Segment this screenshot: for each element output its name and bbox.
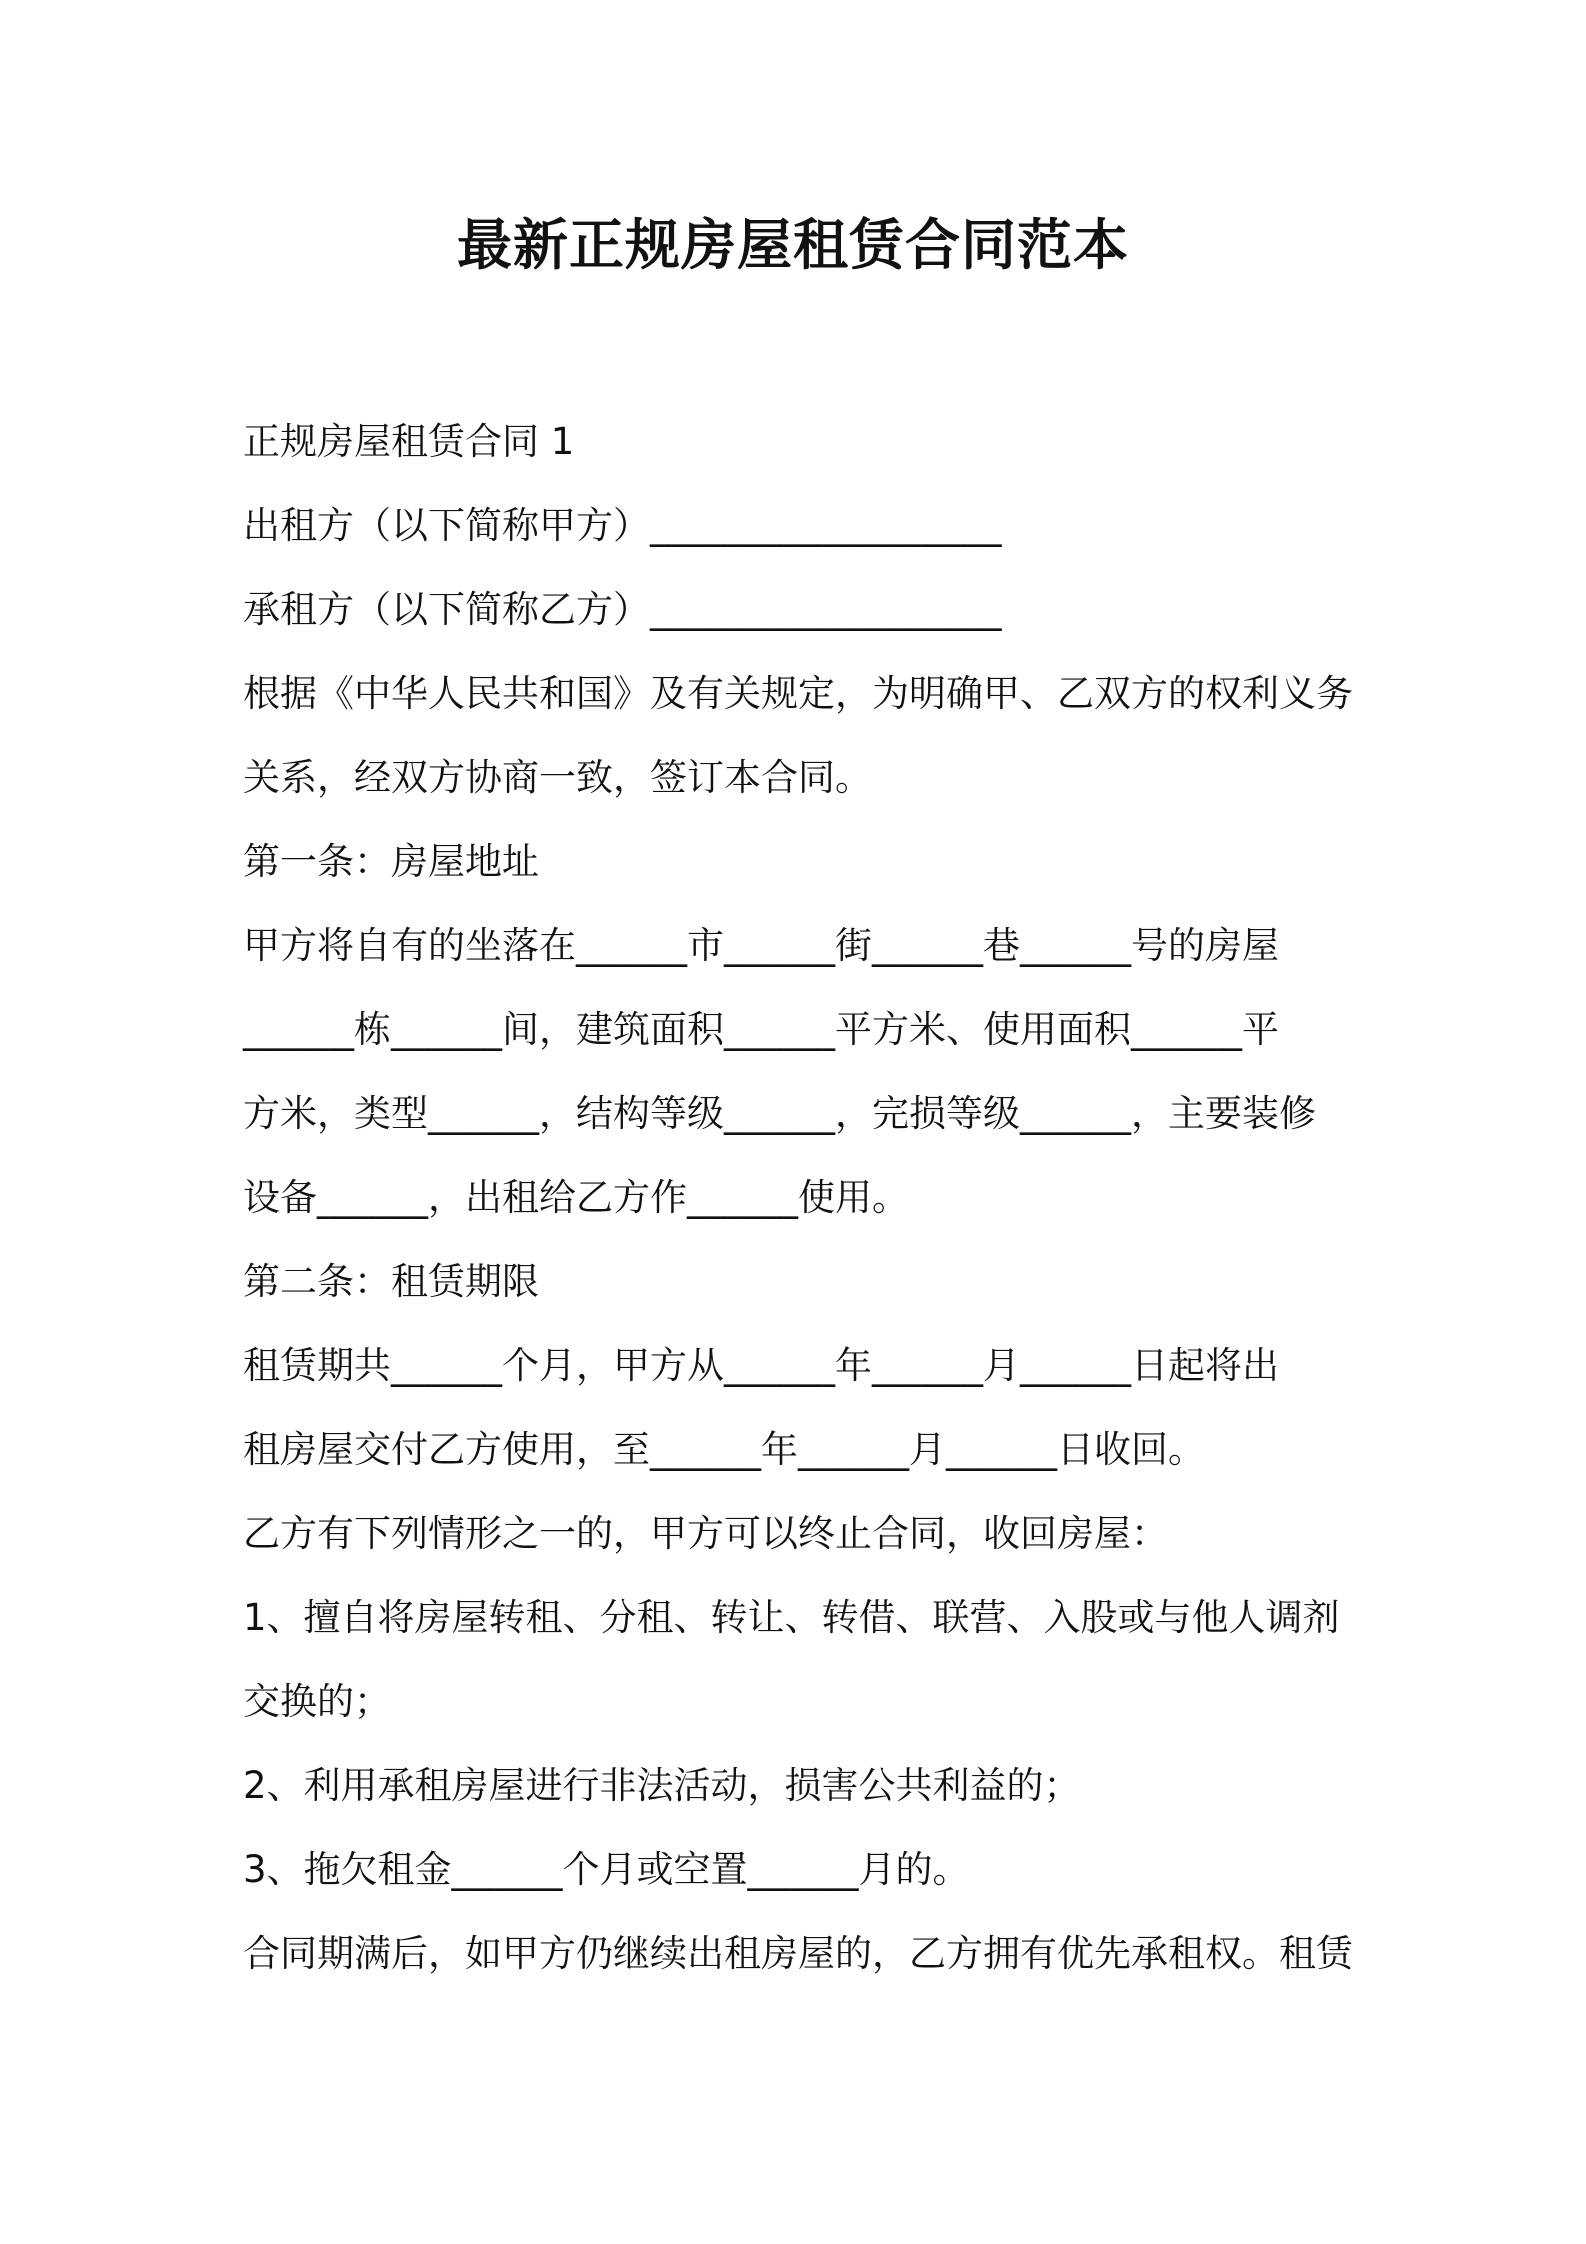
contract-heading: 正规房屋租赁合同 1 — [243, 420, 575, 463]
paragraph-line: 租赁期共______个月，甲方从______年______月______日起将出 — [243, 1344, 1279, 1387]
paragraph-line: 乙方有下列情形之一的，甲方可以终止合同，收回房屋： — [243, 1512, 1168, 1555]
lessor-line: 出租方（以下简称甲方）___________________ — [243, 504, 1002, 547]
paragraph-line: 租房屋交付乙方使用，至______年______月______日收回。 — [243, 1428, 1205, 1471]
lessee-line: 承租方（以下简称乙方）___________________ — [243, 588, 1002, 631]
document-body — [243, 400, 1353, 1996]
list-item: 3、拖欠租金______个月或空置______月的。 — [243, 1848, 970, 1891]
document-title: 最新正规房屋租赁合同范本 — [456, 213, 1129, 277]
paragraph-line: ______栋______间，建筑面积______平方米、使用面积______平 — [243, 1008, 1279, 1051]
preamble-line: 根据《中华人民共和国》及有关规定，为明确甲、乙双方的权利义务 — [243, 672, 1353, 715]
article-heading: 第二条：租赁期限 — [243, 1260, 539, 1303]
paragraph-line: 方米，类型______，结构等级______，完损等级______，主要装修 — [243, 1092, 1316, 1135]
preamble-line: 关系，经双方协商一致，签订本合同。 — [243, 756, 872, 799]
list-item: 1、擅自将房屋转租、分租、转让、转借、联营、入股或与他人调剂 — [243, 1596, 1340, 1639]
list-item: 交换的； — [243, 1680, 391, 1723]
paragraph-line: 设备______，出租给乙方作______使用。 — [243, 1176, 909, 1219]
paragraph-line: 合同期满后，如甲方仍继续出租房屋的，乙方拥有优先承租权。租赁 — [243, 1932, 1353, 1975]
paragraph-line: 甲方将自有的坐落在______市______街______巷______号的房屋 — [243, 924, 1279, 967]
article-heading: 第一条：房屋地址 — [243, 840, 539, 883]
list-item: 2、利用承租房屋进行非法活动，损害公共利益的； — [243, 1764, 1081, 1807]
